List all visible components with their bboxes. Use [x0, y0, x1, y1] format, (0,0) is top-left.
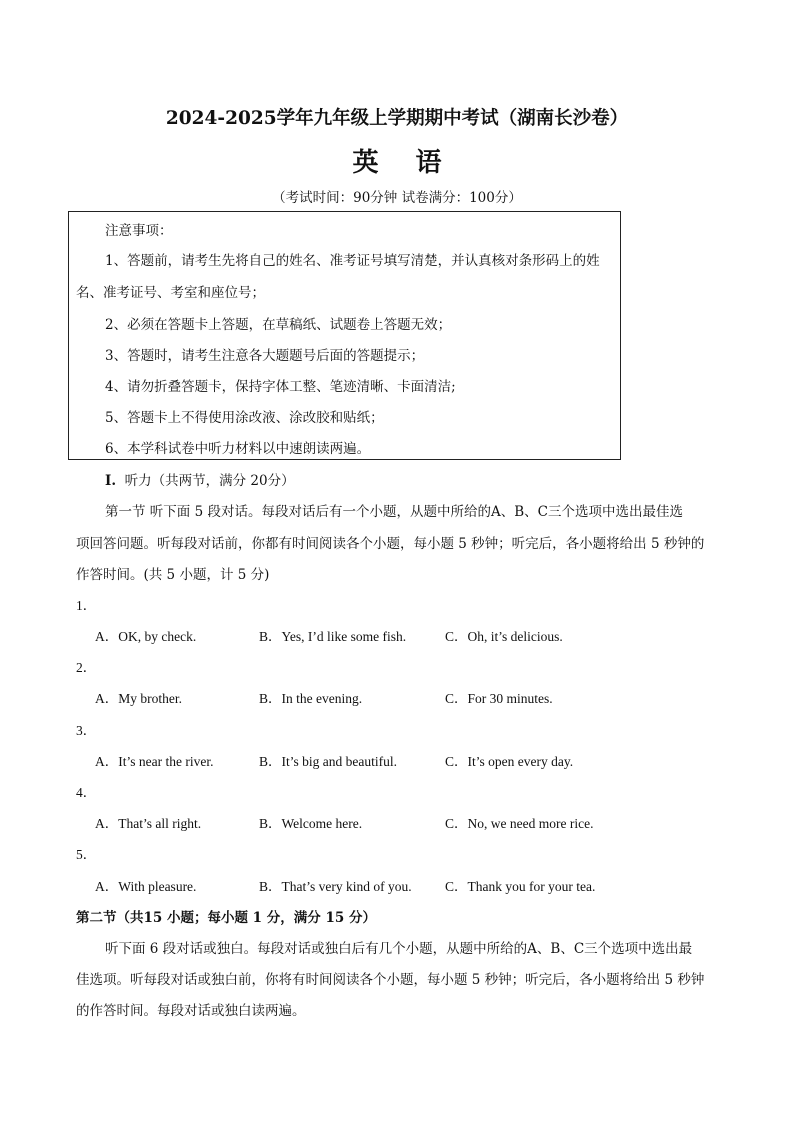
section-number: I.: [105, 473, 117, 489]
sec1-instruction-line: 作答时间。(共 5 小题，计 5 分): [76, 567, 270, 583]
notice-line: 1、答题前，请考生先将自己的姓名、准考证号填写清楚，并认真核对条形码上的姓: [105, 253, 600, 269]
notice-line: 2、必须在答题卡上答题，在草稿纸、试题卷上答题无效；: [105, 317, 452, 333]
option-c: C．For 30 minutes.: [445, 691, 553, 706]
option-a: A．My brother.: [95, 691, 182, 706]
option-a: A．That’s all right.: [95, 816, 202, 831]
section-heading-text: 听力（共两节，满分 20分）: [124, 473, 295, 489]
sec2-instruction-line: 听下面 6 段对话或独白。每段对话或独白后有几个小题，从题中所给的A、B、C三个选项中选出最: [105, 941, 693, 957]
sec2-instruction-line: 佳选项。听每段对话或独白前，你将有时间阅读各个小题，每小题 5 秒钟；听完后，各小题将给出 5 秒钟: [76, 972, 705, 988]
option-c: C．Thank you for your tea.: [445, 879, 596, 894]
subject-title: 英 语: [352, 148, 456, 178]
notice-line: 3、答题时，请考生注意各大题题号后面的答题提示；: [105, 348, 425, 364]
sec2-heading: 第二节（共15 小题；每小题 1 分，满分 15 分）: [76, 910, 376, 926]
question-number: 2．: [76, 660, 97, 675]
option-a: A．It’s near the river.: [95, 754, 214, 769]
sec2-instruction-line: 的作答时间。每段对话或独白读两遍。: [76, 1003, 306, 1019]
option-a: A．With pleasure.: [95, 879, 197, 894]
option-a: A．OK, by check.: [95, 629, 197, 644]
sec1-instruction-line: 第一节 听下面 5 段对话。每段对话后有一个小题，从题中所给的A、B、C三个选项中选出最佳选: [105, 504, 683, 520]
notice-line: 4、请勿折叠答题卡，保持字体工整、笔迹清晰、卡面清洁;: [105, 379, 456, 395]
option-b: B．In the evening.: [259, 691, 363, 706]
exam-time-note: （考试时间：90分钟 试卷满分：100分）: [272, 190, 522, 206]
question-number: 3．: [76, 723, 97, 738]
question-number: 1．: [76, 598, 97, 613]
option-b: B．Yes, I’d like some fish.: [259, 629, 407, 644]
notice-heading: 注意事项：: [105, 223, 173, 239]
notice-line: 6、本学科试卷中听力材料以中速朗读两遍。: [105, 441, 371, 457]
option-c: C．No, we need more rice.: [445, 816, 594, 831]
notice-line: 名、准考证号、考室和座位号；: [76, 285, 265, 301]
option-b: B．That’s very kind of you.: [259, 879, 412, 894]
option-c: C．Oh, it’s delicious.: [445, 629, 563, 644]
option-c: C．It’s open every day.: [445, 754, 574, 769]
option-b: B．It’s big and beautiful.: [259, 754, 397, 769]
question-number: 5．: [76, 847, 97, 862]
section-heading-listening: [105, 469, 295, 489]
notice-line: 5、答题卡上不得使用涂改液、涂改胶和贴纸；: [105, 410, 384, 426]
sec1-instruction-line: 项回答问题。听每段对话前，你都有时间阅读各个小题，每小题 5 秒钟；听完后，各小题将给出 5 秒钟的: [76, 536, 705, 552]
exam-title: 2024-2025学年九年级上学期期中考试（湖南长沙卷）: [165, 108, 629, 129]
option-b: B．Welcome here.: [259, 816, 363, 831]
question-number: 4．: [76, 785, 97, 800]
